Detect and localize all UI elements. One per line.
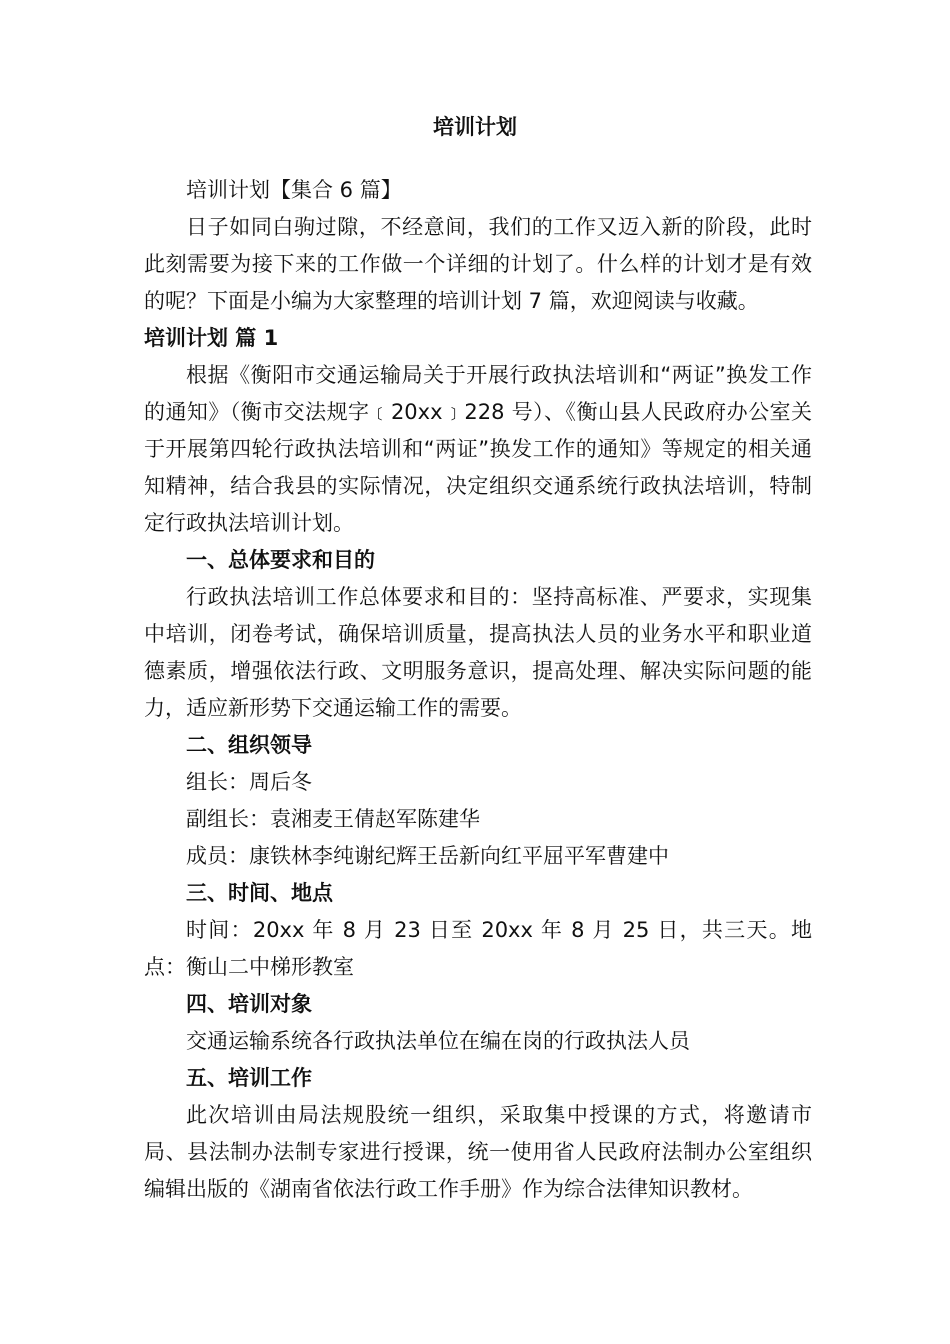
training-work: 此次培训由局法规股统一组织，采取集中授课的方式，将邀请市局、县法制办法制专家进行授课，统一使用省人民政府法制办公室组织编辑出版的《湖南省依法行政工作手册》作为综合法律知识教材。: [144, 1103, 812, 1201]
article-title: 培训计划 篇 1: [144, 326, 279, 350]
basis-paragraph: 根据《衡阳市交通运输局关于开展行政执法培训和“两证”换发工作的通知》（衡市交法规字﹝20xx﹞228 号）、《衡山县人民政府办公室关于开展第四轮行政执法培训和“两证”换发工作的通知》等规定的相关通知精神，结合我县的实际情况，决定组织交通系统行政执法培训，特制定行政执法培训计划。: [144, 363, 812, 535]
team-leader: 组长：周后冬: [186, 770, 312, 794]
section-heading-3: 三、时间、地点: [186, 881, 333, 905]
document-body: [144, 172, 812, 1208]
page-title: 培训计划: [433, 115, 517, 139]
section-heading-1: 一、总体要求和目的: [186, 548, 375, 572]
team-members: 成员：康铁林李纯谢纪辉王岳新向红平屈平军曹建中: [186, 844, 669, 868]
training-target: 交通运输系统各行政执法单位在编在岗的行政执法人员: [186, 1029, 690, 1053]
section-1-paragraph: 行政执法培训工作总体要求和目的：坚持高标准、严要求，实现集中培训，闭卷考试，确保培训质量，提高执法人员的业务水平和职业道德素质，增强依法行政、文明服务意识，提高处理、解决实际问题的能力，适应新形势下交通运输工作的需要。: [144, 585, 812, 720]
time-location: 时间：20xx 年 8 月 23 日至 20xx 年 8 月 25 日，共三天。地点：衡山二中梯形教室: [144, 918, 812, 979]
deputy-leaders: 副组长：袁湘麦王倩赵军陈建华: [186, 807, 480, 831]
intro-paragraph: 日子如同白驹过隙，不经意间，我们的工作又迈入新的阶段，此时此刻需要为接下来的工作做一个详细的计划了。什么样的计划才是有效的呢？下面是小编为大家整理的培训计划 7 篇，欢迎阅读与收藏。: [144, 215, 812, 313]
section-heading-2: 二、组织领导: [186, 733, 312, 757]
section-heading-4: 四、培训对象: [186, 992, 312, 1016]
section-heading-5: 五、培训工作: [186, 1066, 312, 1090]
subtitle: 培训计划【集合 6 篇】: [186, 178, 402, 202]
